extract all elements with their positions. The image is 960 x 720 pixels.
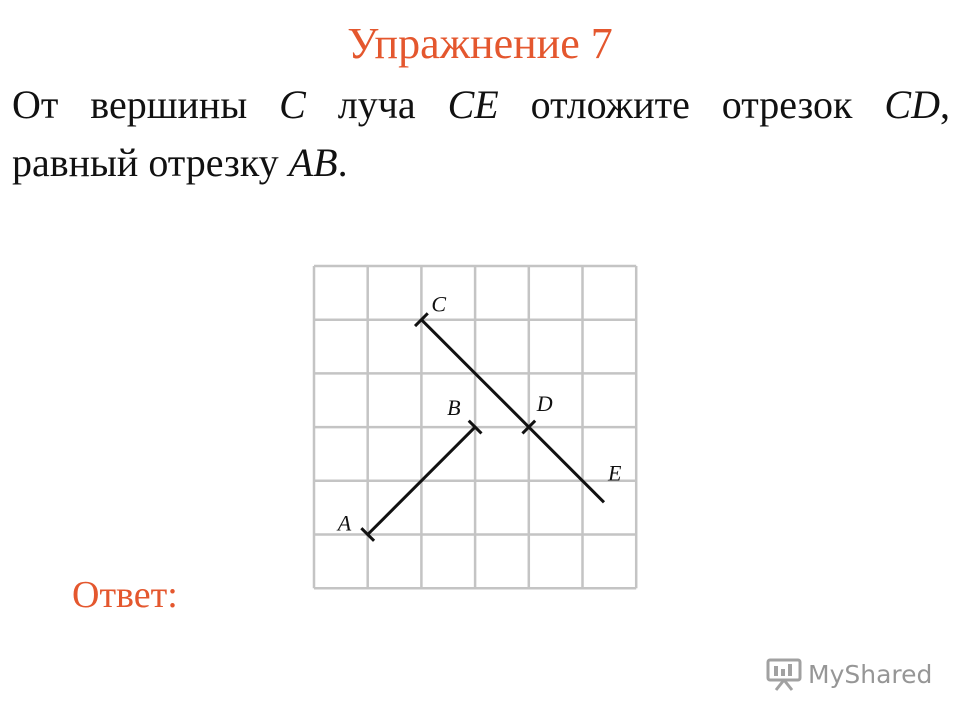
task-text-part: луча xyxy=(305,82,448,127)
task-text-part: равный отрезку xyxy=(12,140,289,185)
point-label-c: C xyxy=(431,291,447,317)
grid-figure xyxy=(300,256,650,596)
exercise-title: Упражнение 7 xyxy=(347,19,613,68)
segment-name: CD xyxy=(884,82,940,127)
point-label-a: A xyxy=(337,510,352,536)
watermark-text: MyShared xyxy=(808,659,933,689)
answer-label: Ответ: xyxy=(72,574,178,616)
watermark-logo xyxy=(766,654,932,694)
task-line-2 xyxy=(12,134,950,192)
point-name: C xyxy=(279,82,306,127)
ray-name: CE xyxy=(447,82,499,127)
task-text-part: , xyxy=(940,82,950,127)
point-label-d: D xyxy=(536,391,553,417)
point-label-b: B xyxy=(447,395,461,421)
point-labels xyxy=(336,292,622,536)
task-text-part: . xyxy=(337,140,348,185)
task-text-part: отложите отрезок xyxy=(498,82,885,127)
presentation-board-icon xyxy=(766,657,802,691)
task-text-part: От вершины xyxy=(12,82,280,127)
segment-name: AB xyxy=(288,140,338,185)
point-label-e: E xyxy=(607,460,622,486)
task-text xyxy=(12,76,950,192)
task-line-1 xyxy=(12,76,950,134)
